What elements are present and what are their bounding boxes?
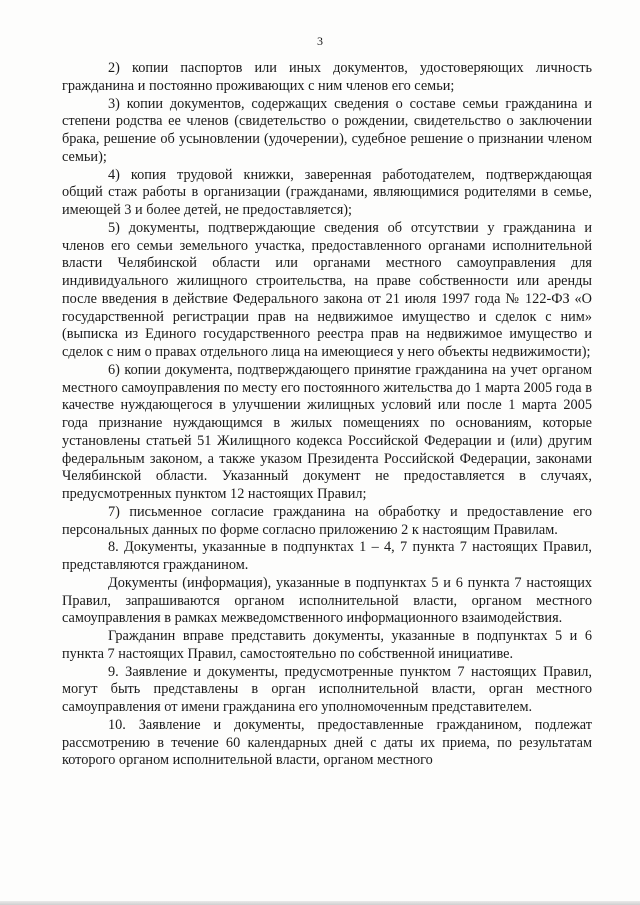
document-body xyxy=(62,60,592,770)
paragraph-item-8-own-initiative: Гражданин вправе представить документы, указанные в подпунктах 5 и 6 пункта 7 настоящих Правил, самостоятельно по собственной инициативе. xyxy=(62,628,592,662)
paragraph-subitem-2: 2) копии паспортов или иных документов, удостоверяющих личность гражданина и постоянно проживающих с ним членов его семьи; xyxy=(62,60,592,94)
paragraph-subitem-5: 5) документы, подтверждающие сведения об отсутствии у гражданина и членов его семьи земельного участка, предоставленного органами исполнительной власти Челябинской области или органами местного самоуправления для индивидуального жилищного строительства, на праве собственности или аренды после введения в действие Федерального закона от 21 июля 1997 года № 122-ФЗ «О государственной регистрации прав на недвижимое имущество и сделок с ним» (выписка из Единого государственного реестра прав на недвижимое имущество и сделок с ним о правах отдельного лица на имеющиеся у него объекты недвижимости); xyxy=(62,219,592,360)
paragraph-subitem-7: 7) письменное согласие гражданина на обработку и предоставление его персональных данных по форме согласно приложению 2 к настоящим Правилам. xyxy=(62,503,592,538)
paragraph-item-9: 9. Заявление и документы, предусмотренные пунктом 7 настоящих Правил, могут быть представлены в орган исполнительной власти, орган местного самоуправления от имени гражданина его уполномоченным представителем. xyxy=(62,663,592,715)
page-bottom-edge xyxy=(0,901,640,905)
paragraph-item-10: 10. Заявление и документы, предоставленные гражданином, подлежат рассмотрению в течение 60 календарных дней с даты их приема, по результатам которого органом исполнительной власти, органом местного xyxy=(62,716,592,769)
page-number: 3 xyxy=(317,34,323,48)
paragraph-item-8: 8. Документы, указанные в подпунктах 1 – 4, 7 пункта 7 настоящих Правил, представляются гражданином. xyxy=(62,539,592,573)
paragraph-item-8-requested-docs: Документы (информация), указанные в подпунктах 5 и 6 пункта 7 настоящих Правил, запрашиваются органом исполнительной власти, органом местного самоуправления в рамках межведомственного информационного взаимодействия. xyxy=(62,574,592,627)
paragraph-subitem-3: 3) копии документов, содержащих сведения о составе семьи гражданина и степени родства ее членов (свидетельство о рождении, свидетельство о заключении брака, решение об усыновлении (удочерении), судебное решение о признании членом семьи); xyxy=(62,95,592,165)
paragraph-subitem-4: 4) копия трудовой книжки, заверенная работодателем, подтверждающая общий стаж работы в организации (гражданами, являющимися родителями в семье, имеющей 3 и более детей, не предоставляется); xyxy=(62,166,592,218)
paragraph-subitem-6: 6) копии документа, подтверждающего принятие гражданина на учет органом местного самоуправления по месту его постоянного жительства до 1 марта 2005 года в качестве нуждающегося в улучшении жилищных условий или после 1 марта 2005 года признание нуждающимся в жилых помещениях по основаниям, которые установлены статьей 51 Жилищного кодекса Российской Федерации и (или) другим федеральным законом, а также указом Президента Российской Федерации, законами Челябинской области. Указанный документ не предоставляется в случаях, предусмотренных пунктом 12 настоящих Правил; xyxy=(62,361,592,502)
